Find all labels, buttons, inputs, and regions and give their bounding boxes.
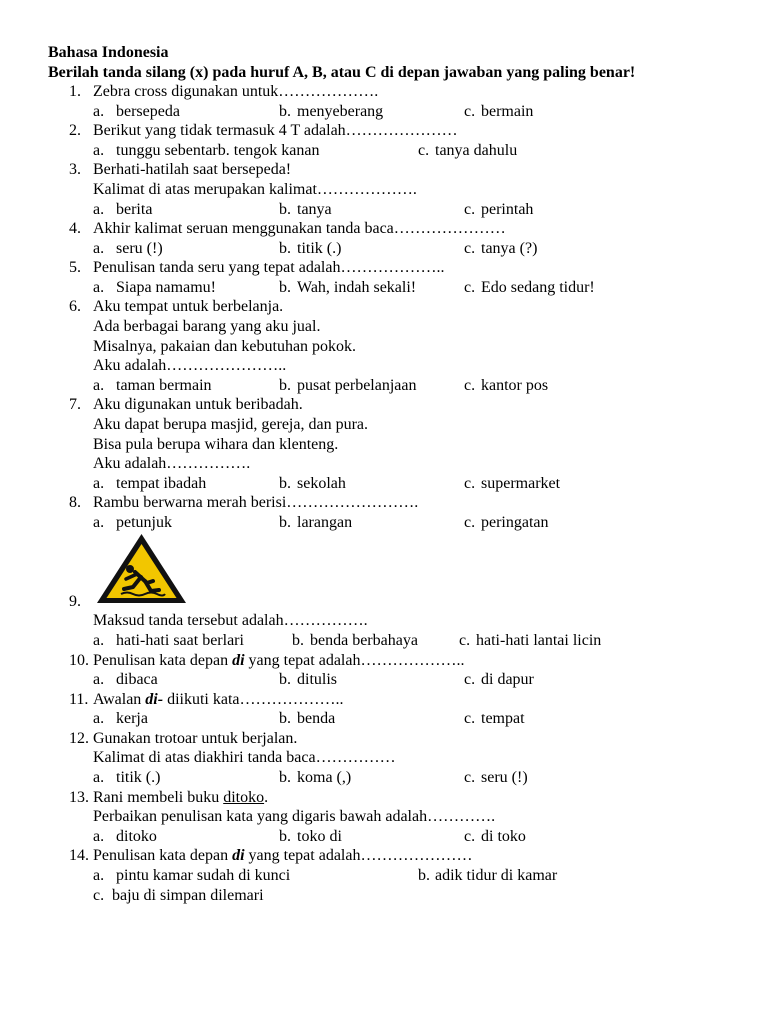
question-number: 13.: [69, 789, 89, 806]
option-text: ditulis: [297, 671, 338, 688]
option-letter: c.: [464, 514, 476, 531]
option-letter: a.: [93, 377, 105, 394]
option-letter: a.: [93, 514, 105, 531]
option-text: ditoko: [116, 828, 157, 845]
question-number: 6.: [69, 298, 81, 315]
question-number: 8.: [69, 494, 81, 511]
question-number: 9.: [69, 593, 81, 610]
option-text: tunggu sebentarb. tengok kanan: [116, 142, 320, 159]
option-letter: a.: [93, 142, 105, 159]
instruction: Berilah tanda silang (x) pada huruf A, B, atau C di depan jawaban yang paling benar!: [48, 64, 636, 81]
question-text: Berhati-hatilah saat bersepeda!: [93, 161, 292, 178]
option-letter: b.: [279, 377, 291, 394]
option-text: perintah: [481, 201, 534, 218]
question-number: 2.: [69, 122, 81, 139]
option-letter: a.: [93, 828, 105, 845]
option-letter: a.: [93, 240, 105, 257]
question-text: Zebra cross digunakan untuk……………….: [93, 83, 379, 100]
question-number: 5.: [69, 259, 81, 276]
question-text: Kalimat di atas diakhiri tanda baca……………: [93, 749, 396, 766]
question-number: 1.: [69, 83, 81, 100]
question-number: 12.: [69, 730, 89, 747]
option-letter: a.: [93, 671, 105, 688]
option-text: tanya dahulu: [435, 142, 518, 159]
question-text: Gunakan trotoar untuk berjalan.: [93, 730, 298, 747]
option-letter: c.: [464, 240, 476, 257]
option-text: berita: [116, 201, 153, 218]
option-text: titik (.): [297, 240, 342, 257]
option-letter: b.: [279, 475, 291, 492]
option-text: sekolah: [297, 475, 346, 492]
option-letter: b.: [279, 279, 291, 296]
question-text: Misalnya, pakaian dan kebutuhan pokok.: [93, 338, 357, 355]
option-letter: a.: [93, 279, 105, 296]
option-letter: c.: [464, 828, 476, 845]
option-text: supermarket: [481, 475, 561, 492]
option-letter: b.: [418, 867, 430, 884]
question-text: Penulisan kata depan di yang tepat adalah………………..: [93, 652, 465, 669]
subject-title: Bahasa Indonesia: [48, 44, 169, 61]
option-letter: c.: [464, 475, 476, 492]
option-text: taman bermain: [116, 377, 212, 394]
option-letter: a.: [93, 475, 105, 492]
question-text: Aku digunakan untuk beribadah.: [93, 396, 303, 413]
option-letter: b.: [279, 240, 291, 257]
option-letter: b.: [279, 671, 291, 688]
option-text: Wah, indah sekali!: [297, 279, 417, 296]
option-letter: a.: [93, 632, 105, 649]
option-text: benda berbahaya: [310, 632, 418, 649]
option-text: petunjuk: [116, 514, 172, 531]
question-number: 3.: [69, 161, 81, 178]
option-letter: b.: [279, 201, 291, 218]
option-letter: a.: [93, 867, 105, 884]
question-text: Akhir kalimat seruan menggunakan tanda baca…………………: [93, 220, 506, 237]
option-letter: b.: [279, 769, 291, 786]
option-text: tempat ibadah: [116, 475, 207, 492]
question-text: Berikut yang tidak termasuk 4 T adalah…………………: [93, 122, 458, 139]
option-text: seru (!): [116, 240, 163, 257]
option-letter: b.: [279, 828, 291, 845]
option-text: titik (.): [116, 769, 161, 786]
option-text: hati-hati saat berlari: [116, 632, 244, 649]
question-text: Maksud tanda tersebut adalah…………….: [93, 612, 368, 629]
option-letter: a.: [93, 201, 105, 218]
option-text: adik tidur di kamar: [435, 867, 558, 884]
option-text: kantor pos: [481, 377, 549, 394]
question-text: Aku tempat untuk berbelanja.: [93, 298, 284, 315]
option-letter: c.: [418, 142, 430, 159]
option-text: benda: [297, 710, 336, 727]
question-text: Ada berbagai barang yang aku jual.: [93, 318, 321, 335]
option-text: baju di simpan dilemari: [112, 887, 264, 904]
option-text: toko di: [297, 828, 342, 845]
option-text: dibaca: [116, 671, 158, 688]
option-letter: c.: [464, 201, 476, 218]
option-text: Edo sedang tidur!: [481, 279, 595, 296]
question-text: Kalimat di atas merupakan kalimat……………….: [93, 181, 417, 198]
option-text: tempat: [481, 710, 525, 727]
question-text: Penulisan tanda seru yang tepat adalah………………..: [93, 259, 445, 276]
question-number: 4.: [69, 220, 81, 237]
option-letter: a.: [93, 103, 105, 120]
question-number: 11.: [69, 691, 89, 708]
question-text: Bisa pula berupa wihara dan klenteng.: [93, 436, 339, 453]
slippery-floor-warning-sign-icon: [93, 531, 190, 606]
question-number: 14.: [69, 847, 89, 864]
option-letter: b.: [279, 710, 291, 727]
option-text: bermain: [481, 103, 534, 120]
question-text: Aku adalah…………………..: [93, 357, 287, 374]
option-text: Siapa namamu!: [116, 279, 216, 296]
option-text: tanya: [297, 201, 332, 218]
option-text: kerja: [116, 710, 148, 727]
option-text: di toko: [481, 828, 526, 845]
question-text: Aku dapat berupa masjid, gereja, dan pura.: [93, 416, 369, 433]
option-letter: b.: [279, 514, 291, 531]
question-text: Aku adalah…………….: [93, 455, 251, 472]
option-text: tanya (?): [481, 240, 538, 257]
question-text: Rani membeli buku ditoko.: [93, 789, 269, 806]
option-letter: c.: [464, 103, 476, 120]
option-letter: c.: [464, 769, 476, 786]
question-text: Awalan di- diikuti kata………………..: [93, 691, 344, 708]
option-letter: c.: [464, 377, 476, 394]
option-text: pintu kamar sudah di kunci: [116, 867, 291, 884]
option-text: di dapur: [481, 671, 534, 688]
option-text: larangan: [297, 514, 353, 531]
question-number: 7.: [69, 396, 81, 413]
option-text: peringatan: [481, 514, 549, 531]
option-text: pusat perbelanjaan: [297, 377, 417, 394]
option-text: hati-hati lantai licin: [476, 632, 602, 649]
question-text: Penulisan kata depan di yang tepat adalah…………………: [93, 847, 473, 864]
question-number: 10.: [69, 652, 89, 669]
option-letter: c.: [464, 671, 476, 688]
option-letter: b.: [292, 632, 304, 649]
option-text: menyeberang: [297, 103, 384, 120]
option-letter: a.: [93, 710, 105, 727]
option-letter: c.: [459, 632, 471, 649]
option-text: seru (!): [481, 769, 528, 786]
question-text: Rambu berwarna merah berisi…………………….: [93, 494, 419, 511]
option-letter: c.: [464, 279, 476, 296]
option-letter: c.: [464, 710, 476, 727]
option-letter: c.: [93, 887, 105, 904]
question-text: Perbaikan penulisan kata yang digaris bawah adalah………….: [93, 808, 496, 825]
option-text: koma (,): [297, 769, 352, 786]
option-letter: a.: [93, 769, 105, 786]
option-text: bersepeda: [116, 103, 180, 120]
option-letter: b.: [279, 103, 291, 120]
